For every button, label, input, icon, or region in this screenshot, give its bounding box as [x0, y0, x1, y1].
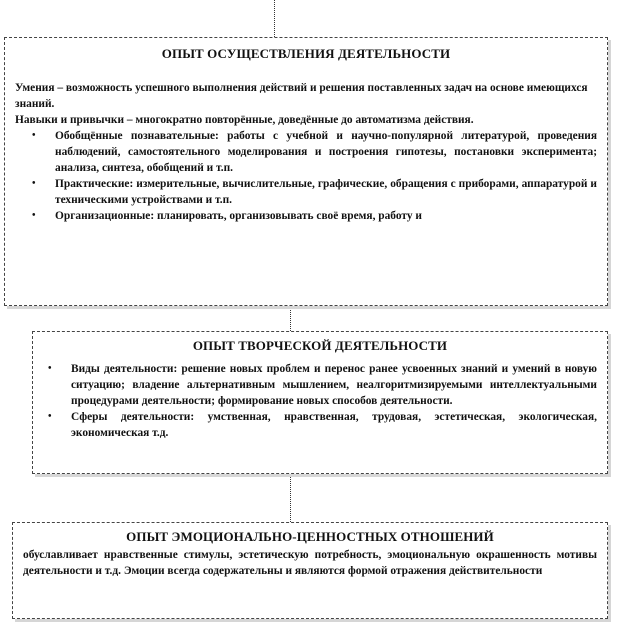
creative-activity-title: ОПЫТ ТВОРЧЕСКОЙ ДЕЯТЕЛЬНОСТИ — [192, 338, 448, 353]
connector-top — [274, 0, 275, 37]
list-item-text: Организационные: планировать, организовывать своё время, работу и — [55, 210, 422, 222]
emotional-value-box — [12, 522, 608, 619]
habits-definition: Навыки и привычки – многократно повторённые, доведённые до автоматизма действия. — [15, 114, 474, 126]
list-item — [43, 361, 597, 409]
activity-experience-box — [4, 37, 608, 306]
list-item-text: Обобщённые познавательные: работы с учебной и научно-популярной литературой, проведения наблюдений, самостоятельного моделирования и построения гипотезы, постановки эксперимента; анализа, синтеза, обобщений и т.п. — [55, 130, 597, 174]
creative-activity-list — [43, 361, 597, 441]
connector-box2-box3 — [290, 474, 291, 522]
bullet-icon: • — [32, 210, 36, 221]
list-item — [15, 176, 597, 208]
bullet-icon: • — [48, 363, 52, 374]
list-item-text: Практические: измерительные, вычислительные, графические, обращения с приборами, аппаратурой и техническими устройствами и т.п. — [55, 178, 597, 206]
connector-box1-box2 — [290, 306, 291, 331]
list-item-text: Виды деятельности: решение новых проблем и перенос ранее усвоенных знаний и умений в новую ситуацию; владение альтернативным мышлением, неалгоритмизируемыми интеллектуальными процедурами деятельности; формирование новых способов деятельности. — [71, 363, 597, 407]
list-item — [15, 128, 597, 176]
emotional-value-title: ОПЫТ ЭМОЦИОНАЛЬНО-ЦЕННОСТНЫХ ОТНОШЕНИЙ — [126, 529, 494, 544]
bullet-icon: • — [32, 178, 36, 189]
emotional-value-text: обуславливает нравственные стимулы, эстетическую потребность, эмоциональную окрашенность мотивы деятельности и т.д. Эмоции всегда содержательны и являются формой отражения действительности — [23, 549, 597, 577]
skills-definition: Умения – возможность успешного выполнения действий и решения поставленных задач на основе имеющихся знаний. — [15, 82, 588, 110]
activity-experience-title: ОПЫТ ОСУЩЕСТВЛЕНИЯ ДЕЯТЕЛЬНОСТИ — [161, 46, 451, 61]
list-item — [15, 208, 597, 224]
bullet-icon: • — [32, 130, 36, 141]
creative-activity-box — [32, 331, 608, 474]
list-item — [43, 409, 597, 441]
list-item-text: Сферы деятельности: умственная, нравственная, трудовая, эстетическая, экологическая, экономическая т.д. — [71, 411, 597, 439]
bullet-icon: • — [48, 411, 52, 422]
activity-skills-list — [15, 128, 597, 224]
